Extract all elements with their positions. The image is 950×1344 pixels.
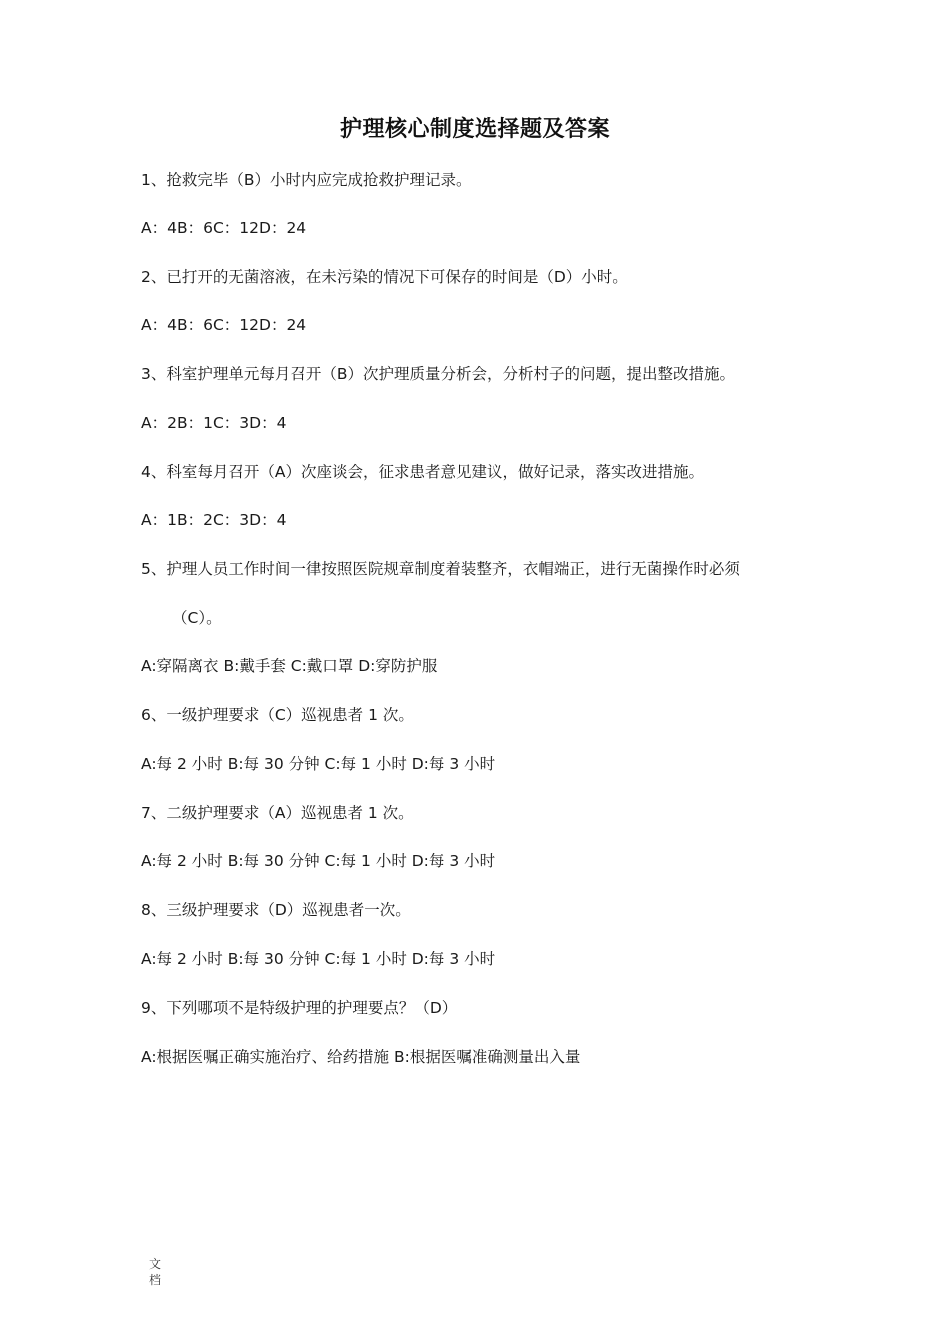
options-1: A：4B：6C：12D：24: [141, 219, 307, 237]
question-1: 1、抢救完毕（B）小时内应完成抢救护理记录。: [141, 171, 472, 189]
options-9: A:根据医嘱正确实施治疗、给药措施 B:根据医嘱准确测量出入量: [141, 1048, 581, 1066]
options-7: A:每 2 小时 B:每 30 分钟 C:每 1 小时 D:每 3 小时: [141, 852, 496, 870]
question-8: 8、三级护理要求（D）巡视患者一次。: [141, 901, 411, 919]
document-title: 护理核心制度选择题及答案: [339, 117, 610, 142]
question-9: 9、下列哪项不是特级护理的护理要点？（D）: [141, 999, 458, 1017]
options-4: A：1B：2C：3D：4: [141, 511, 287, 529]
question-6: 6、一级护理要求（C）巡视患者 1 次。: [141, 706, 414, 724]
options-2: A：4B：6C：12D：24: [141, 316, 307, 334]
question-2: 2、已打开的无菌溶液，在未污染的情况下可保存的时间是（D）小时。: [141, 268, 628, 286]
options-8: A:每 2 小时 B:每 30 分钟 C:每 1 小时 D:每 3 小时: [141, 950, 496, 968]
question-7: 7、二级护理要求（A）巡视患者 1 次。: [141, 804, 414, 822]
options-5: A:穿隔离衣 B:戴手套 C:戴口罩 D:穿防护服: [141, 657, 438, 675]
question-3: 3、科室护理单元每月召开（B）次护理质量分析会，分析村子的问题，提出整改措施。: [141, 365, 735, 383]
options-3: A：2B：1C：3D：4: [141, 414, 287, 432]
question-5: 5、护理人员工作时间一律按照医院规章制度着装整齐，衣帽端正，进行无菌操作时必须: [141, 560, 740, 578]
question-4: 4、科室每月召开（A）次座谈会，征求患者意见建议，做好记录，落实改进措施。: [141, 463, 704, 481]
options-6: A:每 2 小时 B:每 30 分钟 C:每 1 小时 D:每 3 小时: [141, 755, 496, 773]
footer-mark: 文档: [148, 1257, 161, 1287]
question-5-continued: （C）。: [172, 609, 222, 627]
